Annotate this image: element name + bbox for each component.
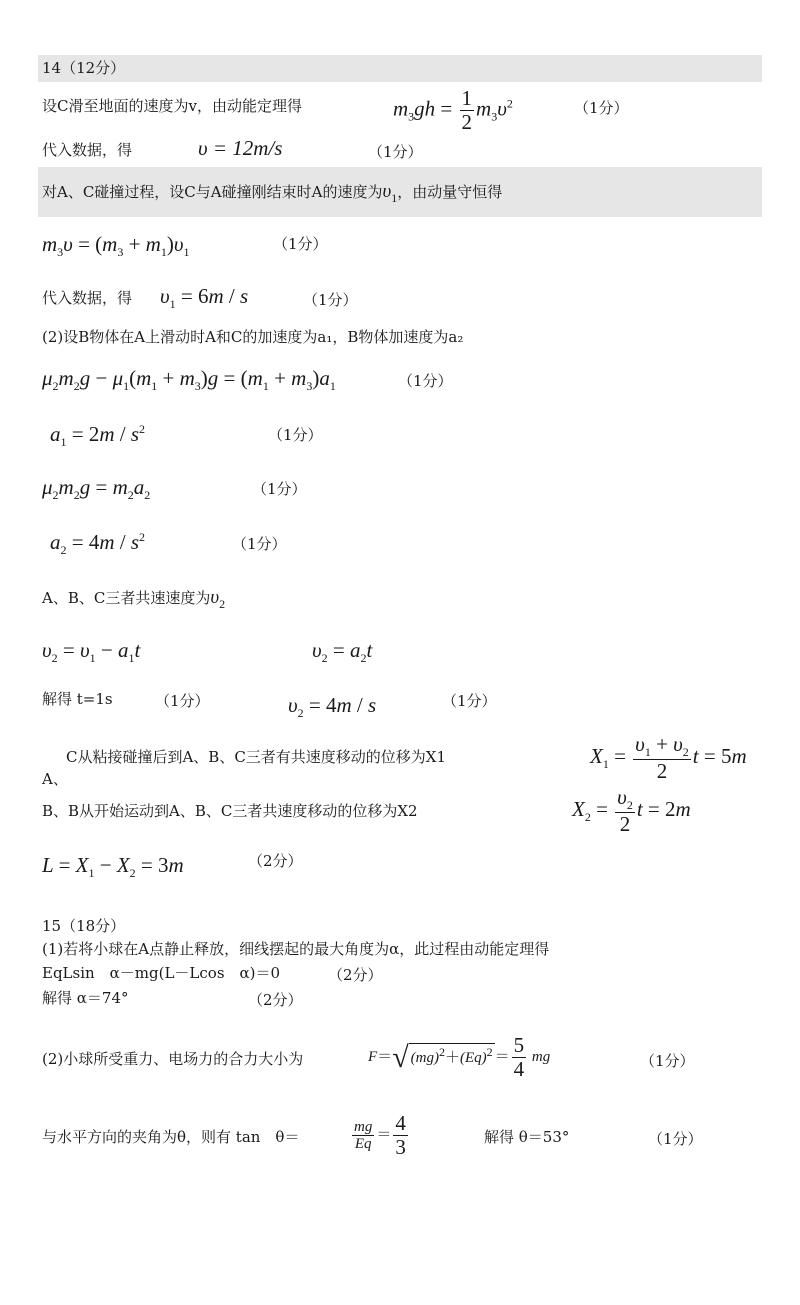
p14-line7-score: （1分） bbox=[398, 372, 453, 390]
p15-line3-text: 解得 α＝74° bbox=[42, 989, 129, 1007]
sqrt-symbol: √ $(mg)^2+(Eq)^2$ bbox=[392, 1040, 493, 1074]
p14-line16-score: （2分） bbox=[248, 852, 303, 870]
p15-line2-eq: EqLsin α－mg(L－Lcos α)＝0 bbox=[42, 964, 281, 982]
p14-eq-length: $L = X_1 - X_2 = 3m$ bbox=[42, 853, 184, 881]
p15-line2-score: （2分） bbox=[328, 966, 383, 984]
title-band bbox=[38, 55, 762, 82]
p14-line15-text: B、B从开始运动到A、B、C三者共速度移动的位移为X2 bbox=[42, 802, 418, 820]
p14-line3-text bbox=[42, 181, 502, 205]
p14-line9-score: （1分） bbox=[252, 480, 307, 498]
p14-line1-score: （1分） bbox=[574, 99, 629, 117]
p14-eq-a2-balance: $\mu_2m_2g = m_2a_2$ bbox=[42, 475, 151, 503]
p14-line13-text: 解得 t=1s bbox=[42, 690, 113, 708]
p14-line11-text bbox=[42, 587, 225, 611]
p15-eq-tan: $\frac{mg}{Eq}$ ＝ $\frac{4}{3}$ bbox=[354, 1111, 406, 1160]
v2-symbol: $\upsilon_2$ bbox=[210, 587, 226, 611]
p15-line5-result: 解得 θ＝53° bbox=[484, 1128, 570, 1146]
p14-line2-text: 代入数据，得 bbox=[42, 141, 133, 159]
p14-eq-x2: $X_2$ = $\frac{\upsilon_2}{2}$ t = 2m bbox=[572, 785, 691, 837]
p14-eq-v2-from-a2: $\upsilon_2 = a_2t$ bbox=[312, 638, 373, 666]
p14-line4-score: （1分） bbox=[273, 235, 328, 253]
p14-eq-v2-value: $\upsilon_2 = 4m / s$ bbox=[288, 693, 377, 721]
p15-eq-resultant: F＝ √ $(mg)^2+(Eq)^2$ ＝ $\frac{5}{4}$ mg bbox=[368, 1033, 551, 1082]
p14-eq-v1: $\upsilon_1 = 6m / s$ bbox=[160, 284, 249, 312]
p14-line6-text: (2)设B物体在A上滑动时A和C的加速度为a₁，B物体加速度为a₂ bbox=[42, 328, 464, 346]
p15-line1-text: (1)若将小球在A点静止释放，细线摆起的最大角度为α，此过程由动能定理得 bbox=[42, 940, 550, 958]
p14-line11-label: A、B、C三者共速速度为 bbox=[42, 589, 211, 607]
p14-eq-energy: $m_3gh$ = $\frac{1}{2}$ $m_3\upsilon^2$ bbox=[393, 86, 513, 135]
p14-line2-score: （1分） bbox=[368, 143, 423, 161]
p15-line4-text: (2)小球所受重力、电场力的合力大小为 bbox=[42, 1050, 304, 1068]
p14-line14-tail: A、 bbox=[42, 770, 68, 788]
v1-symbol: $\upsilon_1$ bbox=[382, 181, 398, 205]
p14-eq-x1: $X_1$ = $\frac{\upsilon_1 + \upsilon_2}{2}$ t = 5m bbox=[590, 732, 747, 784]
p14-eq-a2: $a_2 = 4m / s^2$ bbox=[50, 530, 146, 558]
p15-line5-score: （1分） bbox=[648, 1130, 703, 1148]
p14-eq-a1: $a_1 = 2m / s^2$ bbox=[50, 422, 146, 450]
p14-line5-score: （1分） bbox=[303, 291, 358, 309]
p14-line14-text: C从粘接碰撞后到A、B、C三者有共速度移动的位移为X1 bbox=[66, 748, 447, 766]
p14-line3-part-b: ，由动量守恒得 bbox=[397, 183, 503, 201]
p15-line5-text: 与水平方向的夹角为θ，则有 tan θ＝ bbox=[42, 1128, 300, 1146]
p14-eq-momentum: $m_3\upsilon = (m_3 + m_1)\upsilon_1$ bbox=[42, 232, 190, 260]
p14-line5-text: 代入数据，得 bbox=[42, 289, 133, 307]
p15-line4-score: （1分） bbox=[640, 1052, 695, 1070]
p15-line3-score: （2分） bbox=[248, 991, 303, 1009]
p14-eq-v: υ = 12m/s bbox=[198, 136, 283, 160]
p14-line1-text: 设C滑至地面的速度为v，由动能定理得 bbox=[42, 97, 302, 115]
p14-line13-score-a: （1分） bbox=[155, 692, 210, 710]
p14-line8-score: （1分） bbox=[268, 426, 323, 444]
p14-eq-v2-from-v1: $\upsilon_2 = \upsilon_1 - a_1t$ bbox=[42, 638, 141, 666]
p14-line13-score-b: （1分） bbox=[442, 692, 497, 710]
p14-line3-part-a: 对A、C碰撞过程，设C与A碰撞刚结束时A的速度为 bbox=[42, 183, 383, 201]
problem-14-title: 14（12分） bbox=[42, 59, 126, 77]
p14-eq-a1-balance: $\mu_2m_2g - \mu_1(m_1 + m_3)g = (m_1 + m_3)a_1$ bbox=[42, 366, 336, 394]
problem-15-title: 15（18分） bbox=[42, 917, 126, 935]
p14-line10-score: （1分） bbox=[232, 535, 287, 553]
